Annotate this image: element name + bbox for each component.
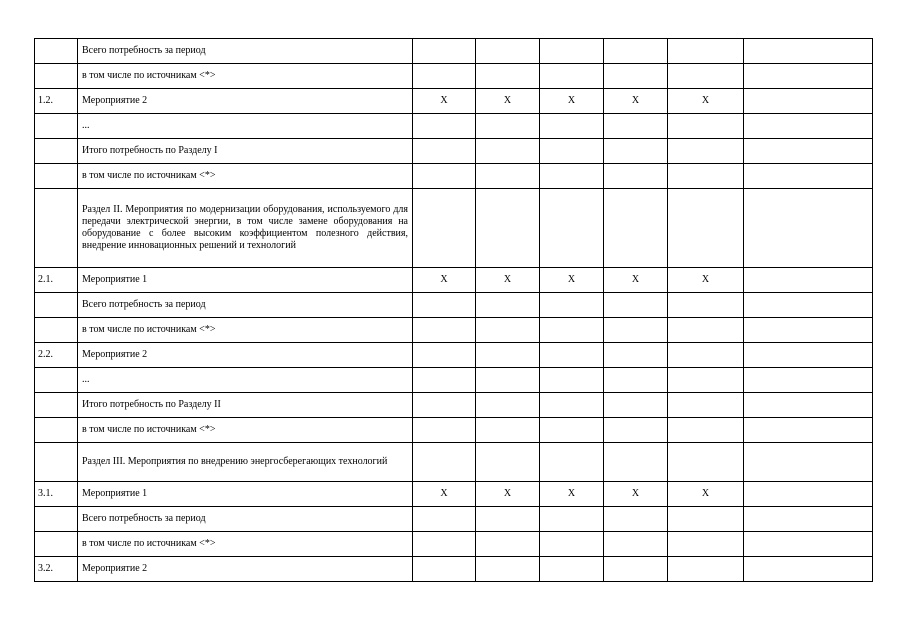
value-cell-6 — [744, 443, 873, 482]
row-number-cell — [35, 507, 78, 532]
value-cell-6 — [744, 482, 873, 507]
value-cell-6 — [744, 164, 873, 189]
table-row — [35, 139, 873, 164]
value-cell-4 — [604, 507, 668, 532]
table-row — [35, 507, 873, 532]
row-number-cell — [35, 139, 78, 164]
value-cell-2 — [476, 189, 540, 268]
value-cell-3: X — [540, 89, 604, 114]
value-cell-3 — [540, 39, 604, 64]
row-number-cell — [35, 39, 78, 64]
row-number-cell — [35, 318, 78, 343]
table-row — [35, 343, 873, 368]
row-description-cell: Раздел III. Мероприятия по внедрению энергосберегающих технологий — [78, 443, 413, 482]
value-cell-2 — [476, 318, 540, 343]
value-cell-5 — [668, 532, 744, 557]
row-description-cell: Итого потребность по Разделу II — [78, 393, 413, 418]
value-cell-1 — [413, 368, 476, 393]
row-number-cell — [35, 532, 78, 557]
value-cell-2 — [476, 418, 540, 443]
value-cell-6 — [744, 393, 873, 418]
row-number-cell: 2.1. — [35, 268, 78, 293]
value-cell-5 — [668, 114, 744, 139]
value-cell-4 — [604, 443, 668, 482]
table-row — [35, 443, 873, 482]
row-description-cell: ... — [78, 114, 413, 139]
value-cell-3 — [540, 443, 604, 482]
row-description-cell: Мероприятие 1 — [78, 268, 413, 293]
value-cell-4 — [604, 393, 668, 418]
value-cell-2 — [476, 164, 540, 189]
value-cell-4 — [604, 139, 668, 164]
value-cell-4 — [604, 114, 668, 139]
value-cell-1 — [413, 64, 476, 89]
value-cell-4 — [604, 39, 668, 64]
value-cell-3 — [540, 114, 604, 139]
row-description-cell: Всего потребность за период — [78, 293, 413, 318]
value-cell-6 — [744, 268, 873, 293]
value-cell-4: X — [604, 89, 668, 114]
table-row — [35, 532, 873, 557]
table-row — [35, 89, 873, 114]
value-cell-5 — [668, 418, 744, 443]
row-description-cell: Итого потребность по Разделу I — [78, 139, 413, 164]
value-cell-2 — [476, 507, 540, 532]
value-cell-2 — [476, 343, 540, 368]
row-description-cell: Всего потребность за период — [78, 507, 413, 532]
table-row — [35, 418, 873, 443]
value-cell-3 — [540, 343, 604, 368]
value-cell-3 — [540, 532, 604, 557]
value-cell-1 — [413, 393, 476, 418]
value-cell-5 — [668, 368, 744, 393]
table-row — [35, 482, 873, 507]
row-number-cell — [35, 114, 78, 139]
table-row — [35, 368, 873, 393]
row-description-cell: ... — [78, 368, 413, 393]
value-cell-1 — [413, 164, 476, 189]
row-description-cell: в том числе по источникам <*> — [78, 418, 413, 443]
value-cell-4 — [604, 164, 668, 189]
value-cell-3 — [540, 139, 604, 164]
value-cell-5 — [668, 557, 744, 582]
value-cell-5 — [668, 39, 744, 64]
value-cell-5 — [668, 443, 744, 482]
row-description-cell: Всего потребность за период — [78, 39, 413, 64]
row-description-cell: в том числе по источникам <*> — [78, 532, 413, 557]
value-cell-3 — [540, 64, 604, 89]
value-cell-1 — [413, 557, 476, 582]
value-cell-3 — [540, 189, 604, 268]
value-cell-3 — [540, 164, 604, 189]
value-cell-4 — [604, 368, 668, 393]
value-cell-3 — [540, 557, 604, 582]
value-cell-2: X — [476, 89, 540, 114]
value-cell-2 — [476, 393, 540, 418]
value-cell-6 — [744, 189, 873, 268]
row-description-cell: Мероприятие 1 — [78, 482, 413, 507]
row-number-cell — [35, 443, 78, 482]
value-cell-3 — [540, 507, 604, 532]
value-cell-5 — [668, 64, 744, 89]
value-cell-4 — [604, 557, 668, 582]
value-cell-5: X — [668, 268, 744, 293]
value-cell-2: X — [476, 268, 540, 293]
row-number-cell — [35, 368, 78, 393]
value-cell-1 — [413, 343, 476, 368]
value-cell-3 — [540, 368, 604, 393]
value-cell-5: X — [668, 482, 744, 507]
row-description-cell: в том числе по источникам <*> — [78, 64, 413, 89]
row-description-cell: в том числе по источникам <*> — [78, 318, 413, 343]
row-number-cell — [35, 418, 78, 443]
row-number-cell — [35, 64, 78, 89]
value-cell-1: X — [413, 89, 476, 114]
value-cell-1 — [413, 114, 476, 139]
value-cell-1 — [413, 507, 476, 532]
value-cell-5 — [668, 507, 744, 532]
table-row — [35, 293, 873, 318]
row-number-cell: 2.2. — [35, 343, 78, 368]
row-description-cell: Мероприятие 2 — [78, 557, 413, 582]
value-cell-3 — [540, 393, 604, 418]
value-cell-6 — [744, 89, 873, 114]
value-cell-1 — [413, 139, 476, 164]
table-body — [35, 39, 873, 582]
row-number-cell — [35, 293, 78, 318]
value-cell-5 — [668, 293, 744, 318]
value-cell-5 — [668, 343, 744, 368]
value-cell-4 — [604, 418, 668, 443]
row-description-cell: Мероприятие 2 — [78, 89, 413, 114]
row-number-cell — [35, 164, 78, 189]
value-cell-1 — [413, 39, 476, 64]
value-cell-6 — [744, 557, 873, 582]
value-cell-6 — [744, 318, 873, 343]
table-row — [35, 114, 873, 139]
table-row — [35, 557, 873, 582]
row-number-cell: 3.2. — [35, 557, 78, 582]
value-cell-5 — [668, 318, 744, 343]
value-cell-6 — [744, 368, 873, 393]
row-number-cell — [35, 393, 78, 418]
value-cell-2 — [476, 443, 540, 482]
value-cell-6 — [744, 139, 873, 164]
value-cell-2: X — [476, 482, 540, 507]
value-cell-4 — [604, 189, 668, 268]
value-cell-1 — [413, 418, 476, 443]
value-cell-6 — [744, 343, 873, 368]
value-cell-3 — [540, 293, 604, 318]
value-cell-4: X — [604, 482, 668, 507]
value-cell-4 — [604, 64, 668, 89]
value-cell-3: X — [540, 268, 604, 293]
value-cell-6 — [744, 418, 873, 443]
value-cell-6 — [744, 114, 873, 139]
row-number-cell — [35, 189, 78, 268]
value-cell-5 — [668, 139, 744, 164]
value-cell-1: X — [413, 268, 476, 293]
value-cell-4: X — [604, 268, 668, 293]
value-cell-6 — [744, 64, 873, 89]
value-cell-2 — [476, 557, 540, 582]
value-cell-5 — [668, 164, 744, 189]
table-row — [35, 268, 873, 293]
value-cell-1: X — [413, 482, 476, 507]
value-cell-3 — [540, 418, 604, 443]
row-number-cell: 3.1. — [35, 482, 78, 507]
value-cell-4 — [604, 343, 668, 368]
table-row — [35, 64, 873, 89]
value-cell-2 — [476, 368, 540, 393]
value-cell-1 — [413, 443, 476, 482]
value-cell-2 — [476, 64, 540, 89]
value-cell-1 — [413, 532, 476, 557]
table-row — [35, 318, 873, 343]
value-cell-2 — [476, 114, 540, 139]
value-cell-2 — [476, 39, 540, 64]
value-cell-6 — [744, 507, 873, 532]
value-cell-1 — [413, 318, 476, 343]
table-row — [35, 393, 873, 418]
value-cell-3: X — [540, 482, 604, 507]
value-cell-2 — [476, 293, 540, 318]
measures-table — [34, 38, 873, 582]
table-row — [35, 189, 873, 268]
value-cell-1 — [413, 189, 476, 268]
value-cell-3 — [540, 318, 604, 343]
value-cell-4 — [604, 293, 668, 318]
value-cell-5 — [668, 189, 744, 268]
table-row — [35, 39, 873, 64]
row-description-cell: Мероприятие 2 — [78, 343, 413, 368]
value-cell-6 — [744, 293, 873, 318]
value-cell-4 — [604, 318, 668, 343]
value-cell-5 — [668, 393, 744, 418]
value-cell-2 — [476, 139, 540, 164]
value-cell-4 — [604, 532, 668, 557]
table-row — [35, 164, 873, 189]
row-number-cell: 1.2. — [35, 89, 78, 114]
row-description-cell: Раздел II. Мероприятия по модернизации оборудования, используемого для передачи электрической энергии, в том числе замене оборудования на оборудование с более высоким коэффициентом полезного действия, внедрение инновационных решений и технологий — [78, 189, 413, 268]
row-description-cell: в том числе по источникам <*> — [78, 164, 413, 189]
value-cell-1 — [413, 293, 476, 318]
value-cell-5: X — [668, 89, 744, 114]
value-cell-6 — [744, 532, 873, 557]
value-cell-6 — [744, 39, 873, 64]
value-cell-2 — [476, 532, 540, 557]
